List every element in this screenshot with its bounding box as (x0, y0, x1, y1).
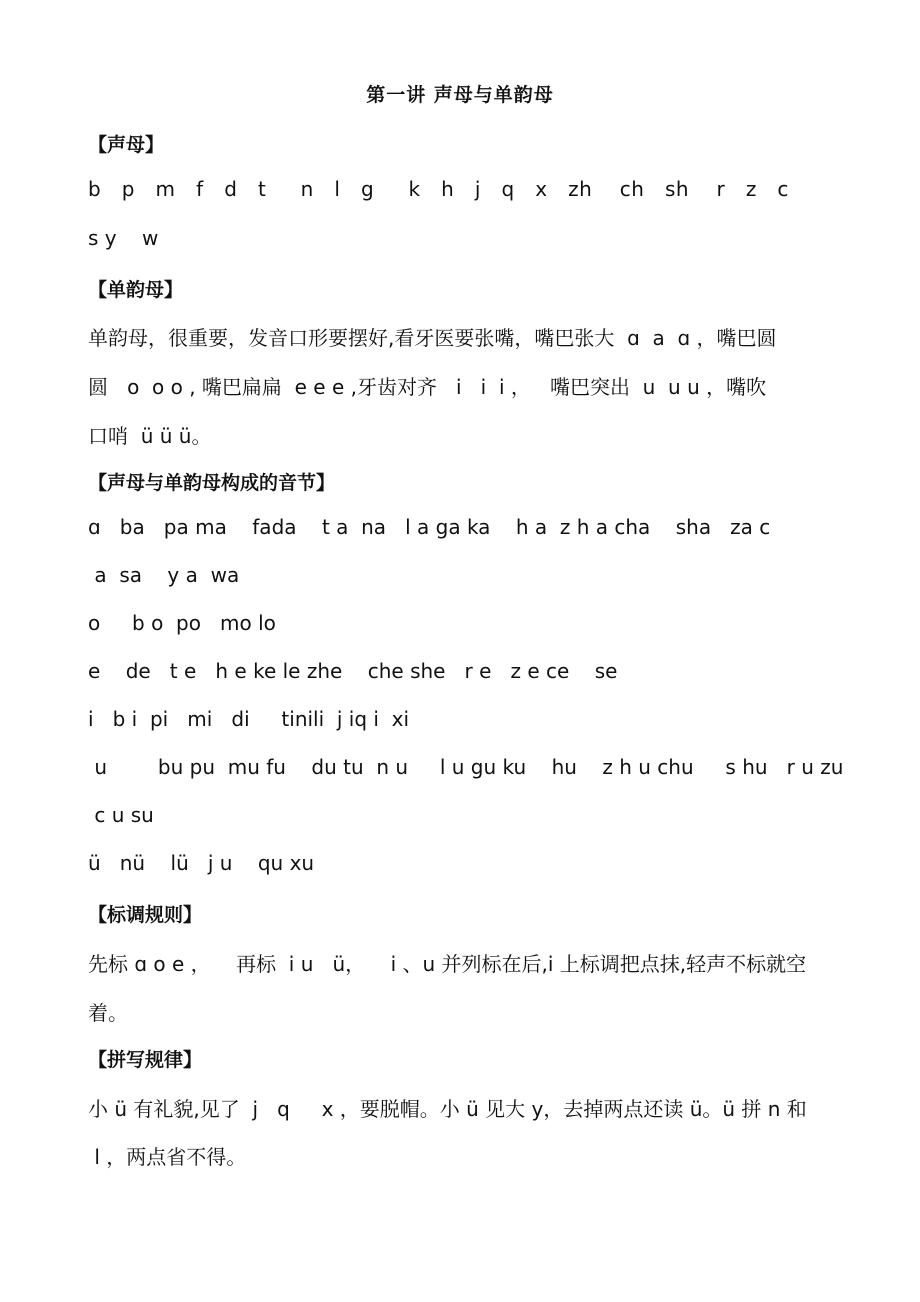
section-heading-syllables: 【声母与单韵母构成的音节】 (88, 472, 336, 494)
syllables-line-o: o b o po mo lo (88, 611, 276, 635)
syllables-line-a: ɑ ba pa ma fada t a na l a ga ka h a z h a cha sha za c (88, 515, 771, 539)
finals-line-3: 口哨 ü ü ü。 (88, 424, 212, 448)
initials-line-2: s y w (88, 226, 159, 250)
tone-rules-line-1: 先标 ɑ o e ， 再标 i u ü， i 、u 并列标在后,i 上标调把点抹,轻声不标就空 (88, 952, 807, 976)
spelling-rules-line-2: l ，两点省不得。 (88, 1145, 247, 1169)
syllables-line-u: u bu pu mu fu du tu n u l u gu ku hu z h u chu s hu r u zu (88, 755, 844, 779)
finals-line-1: 单韵母，很重要，发音口形要摆好,看牙医要张嘴，嘴巴张大 ɑ a ɑ ，嘴巴圆 (88, 326, 777, 350)
initials-line-1: b p m f d t n l g k h j q x zh ch sh r z c (88, 177, 789, 201)
section-heading-finals: 【单韵母】 (88, 279, 184, 301)
syllables-line-v: ü nü lü j u qu xu (88, 851, 315, 875)
section-heading-initials: 【声母】 (88, 134, 165, 156)
tone-rules-line-2: 着。 (88, 1001, 128, 1025)
syllables-line-u-cont: c u su (88, 803, 154, 827)
spelling-rules-line-1: 小 ü 有礼貌,见了 j q x ，要脱帽。小 ü 见大 y，去掉两点还读 ü。ü 拼 n 和 (88, 1097, 807, 1121)
finals-line-2: 圆 o o o , 嘴巴扁扁 e e e ,牙齿对齐 i i i ， 嘴巴突出 u u u ，嘴吹 (88, 375, 767, 399)
section-heading-tone-rules: 【标调规则】 (88, 904, 203, 926)
page-title: 第一讲 声母与单韵母 (366, 84, 554, 106)
syllables-line-e: e de t e h e ke le zhe che she r e z e ce se (88, 659, 618, 683)
section-heading-spelling-rules: 【拼写规律】 (88, 1049, 203, 1071)
syllables-line-a-cont: a sa y a wa (88, 563, 240, 587)
syllables-line-i: i b i pi mi di tinili j iq i xi (88, 707, 410, 731)
